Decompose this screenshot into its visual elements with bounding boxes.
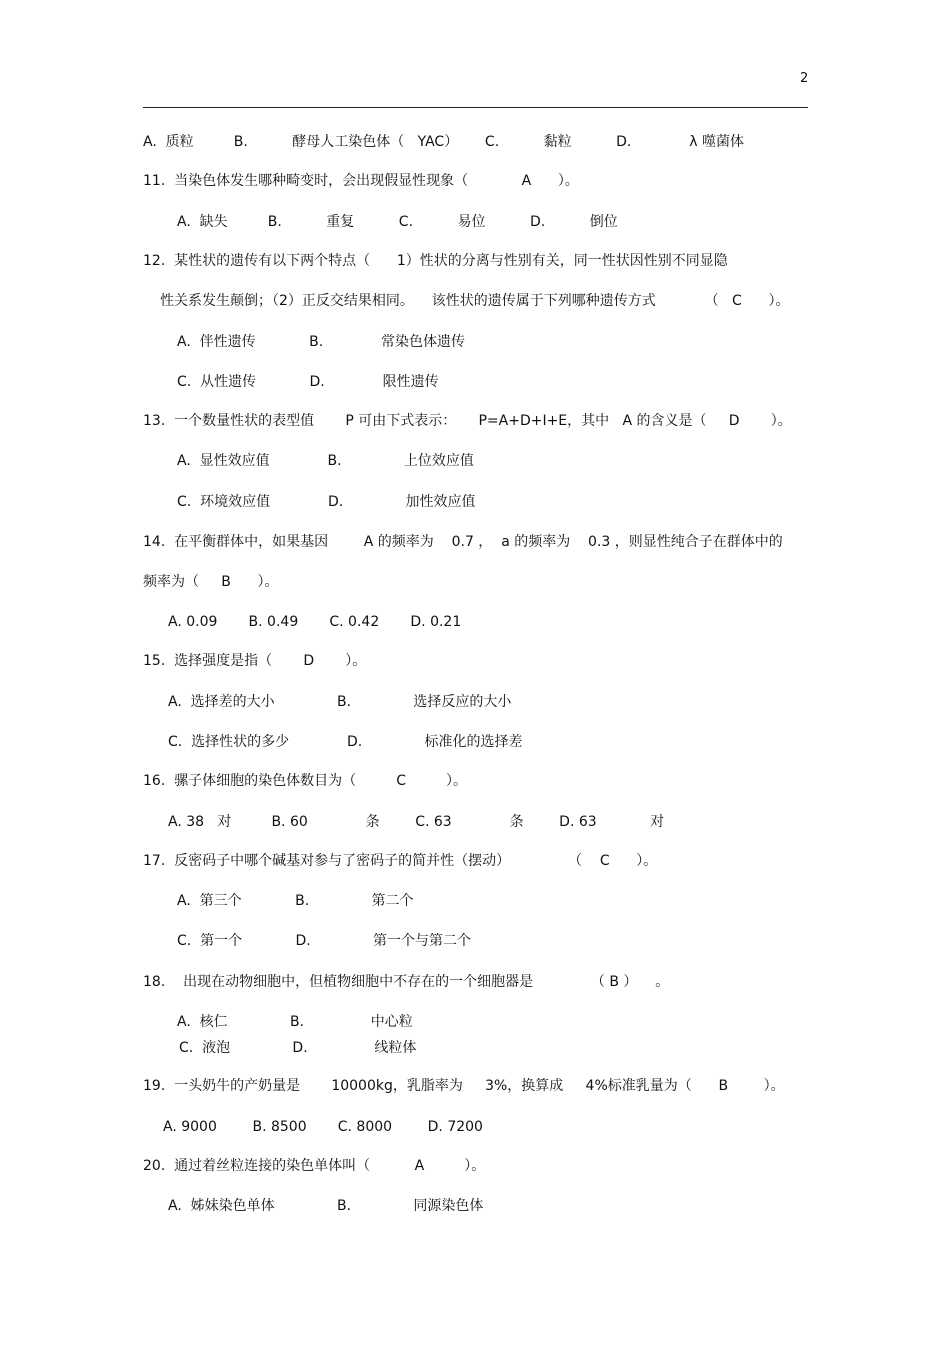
line: A. 第三个 B. 第二个 <box>177 893 414 909</box>
line: A. 显性效应值 B. 上位效应值 <box>177 453 474 469</box>
line: 12. 某性状的遗传有以下两个特点（ 1）性状的分离与性别有关，同一性状因性别不同显隐 <box>143 253 728 269</box>
line: C. 从性遗传 D. 限性遗传 <box>177 374 439 390</box>
line: 18. 出现在动物细胞中，但植物细胞中不存在的一个细胞器是 （ B ） 。 <box>143 974 670 990</box>
line: 频率为（ B ）。 <box>143 574 279 590</box>
line: A. 核仁 B. 中心粒 <box>177 1014 413 1030</box>
line: 16. 骡子体细胞的染色体数目为（ C ）。 <box>143 773 468 789</box>
line: C. 第一个 D. 第一个与第二个 <box>177 933 472 949</box>
line: C. 环境效应值 D. 加性效应值 <box>177 494 476 510</box>
line: 性关系发生颠倒；（2）正反交结果相同。 该性状的遗传属于下列哪种遗传方式 （ C ）。 <box>160 293 790 309</box>
line: 19. 一头奶牛的产奶量是 10000kg，乳脂率为 3%，换算成 4%标准乳量为（ B ）。 <box>143 1078 785 1094</box>
line: 15. 选择强度是指（ D ）。 <box>143 653 367 669</box>
line: 13. 一个数量性状的表型值 P 可由下式表示： P=A+D+I+E，其中 A 的含义是（ D ）。 <box>143 413 792 429</box>
line: 14. 在平衡群体中，如果基因 A 的频率为 0.7 ， a 的频率为 0.3 ，则显性纯合子在群体中的 <box>143 534 783 550</box>
line: 20. 通过着丝粒连接的染色单体叫（ A ）。 <box>143 1158 486 1174</box>
line: A. 选择差的大小 B. 选择反应的大小 <box>168 694 512 710</box>
line: A. 9000 B. 8500 C. 8000 D. 7200 <box>163 1119 483 1135</box>
line: A. 缺失 B. 重复 C. 易位 D. 倒位 <box>177 214 618 230</box>
line: A. 伴性遗传 B. 常染色体遗传 <box>177 334 465 350</box>
line: A. 质粒 B. 酵母人工染色体（ YAC） C. 黏粒 D. λ 噬菌体 <box>143 134 744 150</box>
line: 17. 反密码子中哪个碱基对参与了密码子的简并性（摆动） （ C ）。 <box>143 853 658 869</box>
line: A. 0.09 B. 0.49 C. 0.42 D. 0.21 <box>168 614 462 630</box>
line: 11. 当染色体发生哪种畸变时，会出现假显性现象（ A ）。 <box>143 173 579 189</box>
header-rule <box>143 107 808 108</box>
page-number: 2 <box>800 71 809 86</box>
line: A. 38 对 B. 60 条 C. 63 条 D. 63 对 <box>168 814 665 830</box>
line: A. 姊妹染色单体 B. 同源染色体 <box>168 1198 484 1214</box>
line: C. 液泡 D. 线粒体 <box>179 1040 417 1056</box>
line: C. 选择性状的多少 D. 标准化的选择差 <box>168 734 523 750</box>
